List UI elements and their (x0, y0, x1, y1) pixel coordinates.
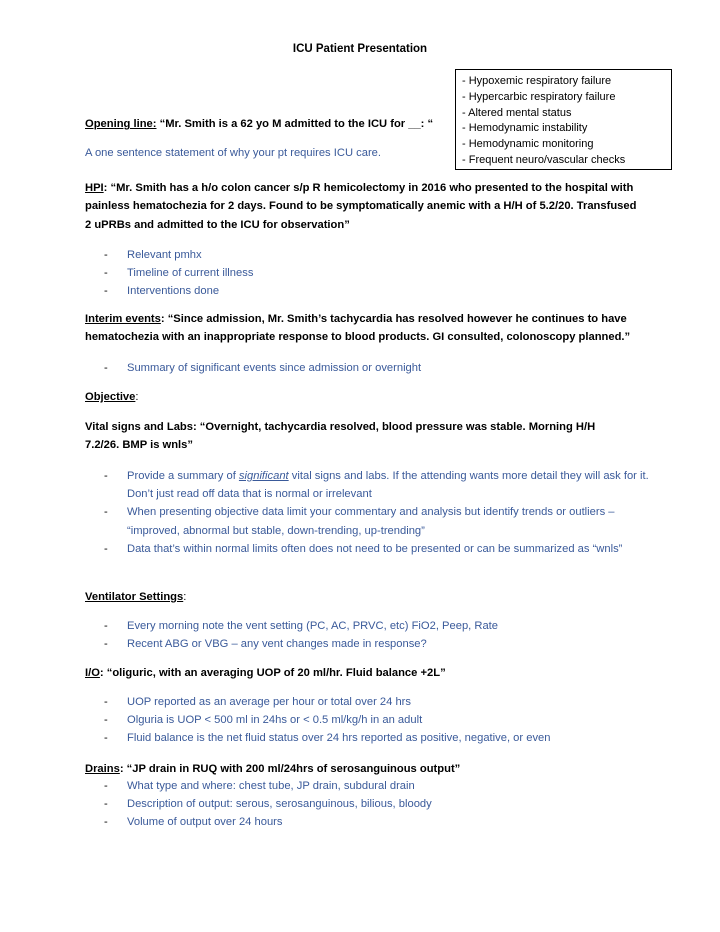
list-item: - Timeline of current illness (104, 267, 254, 280)
vitals-bullets (104, 467, 649, 558)
criteria-item: - Hemodynamic monitoring (462, 138, 594, 151)
objective-label: Objective (85, 391, 136, 403)
list-item: - Data that’s within normal limits often does not need to be presented or can be summarized as “wnls” (104, 542, 623, 555)
criteria-item: - Altered mental status (462, 106, 572, 119)
list-item: - Relevant pmhx (104, 249, 202, 261)
interim-text: : “Since admission, Mr. Smith’s tachycardia has resolved however he continues to have hematochezia with an inappropriate response to blood products. GI consulted, colonoscopy planned.” (85, 313, 631, 344)
list-item: - Summary of significant events since admission or overnight (104, 362, 422, 374)
list-item: - Volume of output over 24 hours (104, 816, 283, 829)
opening-text: “Mr. Smith is a 62 yo M admitted to the ICU for __: “ (159, 118, 434, 130)
icu-criteria-box (455, 69, 672, 170)
list-item: - Fluid balance is the net fluid status over 24 hrs reported as positive, negative, or even (104, 732, 551, 745)
criteria-item: - Hypoxemic respiratory failure (462, 75, 612, 87)
list-item: - Recent ABG or VBG – any vent changes made in response? (104, 638, 427, 651)
list-item: - Interventions done (104, 285, 220, 298)
interim-bullets (104, 359, 649, 377)
opening-label: Opening line: (85, 118, 157, 130)
opening-line (85, 115, 433, 133)
criteria-item: - Hemodynamic instability (462, 122, 588, 135)
drains-bullets (104, 777, 649, 832)
io-label: I/O (85, 667, 100, 679)
list-item: - Description of output: serous, serosanguinous, bilious, bloody (104, 798, 432, 811)
hpi-paragraph (85, 179, 640, 234)
opening-note: A one sentence statement of why your pt requires ICU care. (85, 147, 381, 159)
list-item: - When presenting objective data limit your commentary and analysis but identify trends or outliers – “improved, abnormal but stable, down-trending, up-trending” (104, 506, 615, 537)
list-item: - Olguria is UOP < 500 ml in 24hs or < 0.5 ml/kg/h in an adult (104, 714, 423, 727)
drains-label: Drains (85, 763, 120, 775)
list-item: - Provide a summary of significant vital signs and labs. If the attending wants more detail they will ask for it. Don’t just read off data that is normal or irrelevant (104, 470, 649, 501)
hpi-bullets (104, 246, 649, 301)
drains-line (85, 760, 460, 778)
criteria-item: - Hypercarbic respiratory failure (462, 90, 616, 103)
list-item: - UOP reported as an average per hour or total over 24 hrs (104, 696, 411, 708)
vent-bullets (104, 617, 649, 653)
objective-heading: Objective: (85, 391, 139, 403)
criteria-item: - Frequent neuro/vascular checks (462, 153, 626, 166)
io-line (85, 664, 446, 682)
page-title: ICU Patient Presentation (292, 43, 428, 55)
vent-label: Ventilator Settings (85, 591, 184, 603)
hpi-text: : “Mr. Smith has a h/o colon cancer s/p R hemicolectomy in 2016 who presented to the hospital with painless hematochezia for 2 days. Found to be symptomatically anemic with a H/H of 5.2/20. Transfused 2 uPRBs and admitted to the ICU for observation” (85, 182, 637, 231)
list-item: - What type and where: chest tube, JP drain, subdural drain (104, 780, 415, 792)
list-item: - Every morning note the vent setting (PC, AC, PRVC, etc) FiO2, Peep, Rate (104, 620, 499, 632)
interim-label: Interim events (85, 313, 161, 325)
io-text: : “oliguric, with an averaging UOP of 20 ml/hr. Fluid balance +2L” (99, 667, 446, 679)
emphasis-significant: significant (238, 470, 289, 482)
interim-paragraph (85, 310, 640, 347)
vitals-paragraph: Vital signs and Labs: “Overnight, tachycardia resolved, blood pressure was stable. Morning H/H 7.2/26. BMP is wnls” (85, 421, 596, 452)
drains-text: : “JP drain in RUQ with 200 ml/24hrs of serosanguinous output” (119, 763, 461, 775)
io-bullets (104, 693, 649, 748)
vent-heading: Ventilator Settings: (85, 591, 187, 603)
hpi-label: HPI (85, 182, 104, 194)
